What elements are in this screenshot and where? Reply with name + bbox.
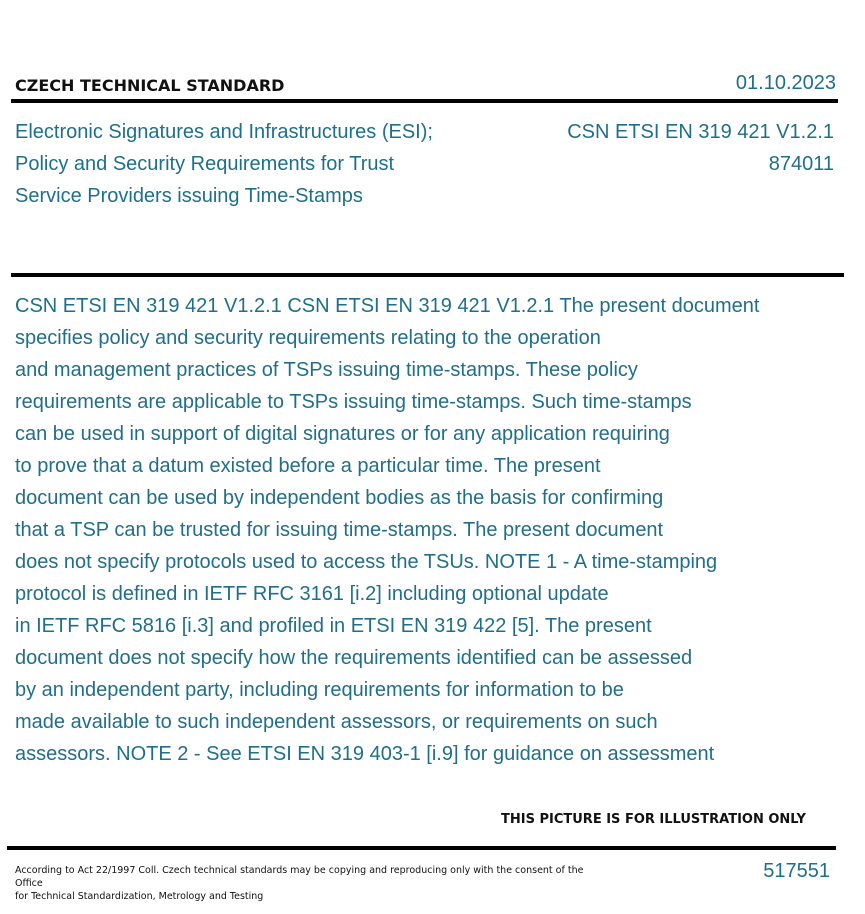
header-rule	[11, 99, 838, 103]
abstract-line: in IETF RFC 5816 [i.3] and profiled in ETSI EN 319 422 [5]. The present	[15, 615, 652, 637]
product-code: 517551	[763, 860, 830, 882]
standard-number: CSN ETSI EN 319 421 V1.2.1	[567, 121, 834, 143]
publication-date: 01.10.2023	[735, 72, 836, 94]
abstract-line: requirements are applicable to TSPs issuing time-stamps. Such time-stamps	[15, 391, 692, 413]
abstract-line: made available to such independent assessors, or requirements on such	[15, 711, 658, 733]
document-title	[15, 116, 433, 212]
title-line: Policy and Security Requirements for Trust	[15, 153, 395, 175]
title-line: Electronic Signatures and Infrastructures (ESI);	[15, 121, 433, 143]
legal-notice	[15, 864, 595, 903]
illustration-disclaimer: THIS PICTURE IS FOR ILLUSTRATION ONLY	[501, 812, 806, 827]
title-line: Service Providers issuing Time-Stamps	[15, 185, 363, 207]
legal-notice-line: for Technical Standardization, Metrology and Testing	[15, 891, 264, 902]
abstract-line: document can be used by independent bodies as the basis for confirming	[15, 487, 664, 509]
abstract-line: to prove that a datum existed before a particular time. The present	[15, 455, 601, 477]
abstract-line: document does not specify how the requirements identified can be assessed	[15, 647, 693, 669]
standard-type-label: CZECH TECHNICAL STANDARD	[15, 76, 285, 95]
abstract-line: can be used in support of digital signatures or for any application requiring	[15, 423, 670, 445]
title-rule	[11, 273, 844, 277]
abstract-line: protocol is defined in IETF RFC 3161 [i.2] including optional update	[15, 583, 609, 605]
standard-codes	[567, 116, 834, 180]
footer-rule	[7, 846, 836, 850]
abstract-line: assessors. NOTE 2 - See ETSI EN 319 403-1 [i.9] for guidance on assessment	[15, 743, 715, 765]
abstract-line: specifies policy and security requirements relating to the operation	[15, 327, 601, 349]
abstract-line: that a TSP can be trusted for issuing time-stamps. The present document	[15, 519, 664, 541]
abstract-line: CSN ETSI EN 319 421 V1.2.1 CSN ETSI EN 319 421 V1.2.1 The present document	[15, 295, 760, 317]
abstract-line: by an independent party, including requirements for information to be	[15, 679, 624, 701]
abstract-line: and management practices of TSPs issuing time-stamps. These policy	[15, 359, 638, 381]
abstract-text	[15, 290, 845, 770]
abstract-line: does not specify protocols used to access the TSUs. NOTE 1 - A time-stamping	[15, 551, 718, 573]
class-number: 874011	[768, 153, 834, 175]
legal-notice-line: According to Act 22/1997 Coll. Czech technical standards may be copying and reproducing only with the consent of the Office	[15, 865, 584, 889]
